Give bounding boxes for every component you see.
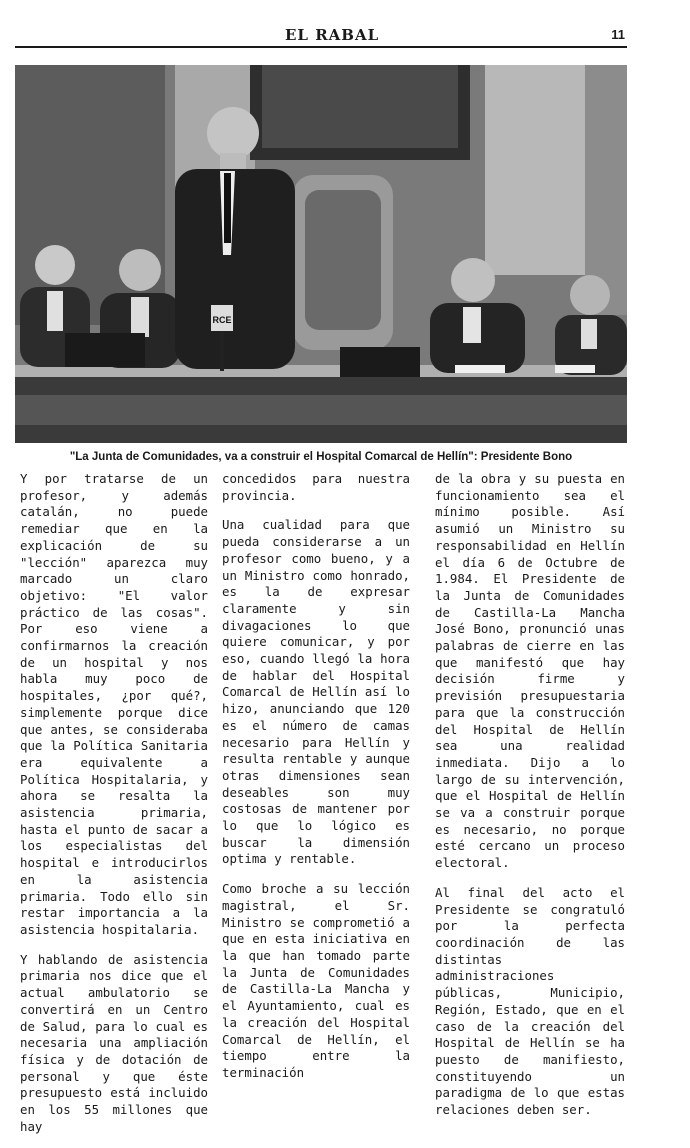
article-paragraph: de la obra y su puesta en funcionamiento sea el mínimo posible. Así asumió un Ministro su responsabilidad en Hellín el día 6 de Octubre de 1.984. El Presidente de la Junta de Comunidades de Castilla-La Mancha José Bono, pronunció unas palabras de cierre en las que manifestó que hay decisión firme y previsión presupuestaria para que la construcción del Hospital de Hellín sea una realidad inmediata. Dijo a lo largo de su intervención, que el Hospital de Hellín se va a construir porque es necesario, no porque esté cercano un proceso electoral. bbox=[435, 471, 625, 871]
photo-caption: "La Junta de Comunidades, va a construir el Hospital Comarcal de Hellín": Presidente Bono bbox=[69, 451, 573, 463]
page-number: 11 bbox=[611, 27, 625, 42]
article-column-2 bbox=[222, 471, 410, 1095]
article-paragraph: Una cualidad para que pueda considerarse a un profesor como bueno, y a un Ministro como honrado, es la de expresar claramente y sin divagaciones lo que quiere comunicar, y por eso, cuando llegó la hora de hablar del Hospital Comarcal de Hellín así lo hizo, anunciando que 120 es el número de camas necesario para Hellín y resulta rentable y aunque otras dimensiones sean deseables son muy costosas de mantener por lo que lo lógico es buscar la dimensión optima y rentable. bbox=[222, 517, 410, 867]
page-header bbox=[15, 24, 627, 48]
article-paragraph: Como broche a su lección magistral, el Sr. Ministro se comprometió a que en esta iniciativa en la que han tomado parte la Junta de Comunidades de Castilla-La Mancha y el Ayuntamiento, cual es la creación del Hospital Comarcal de Hellín, el tiempo entre la terminación bbox=[222, 881, 410, 1080]
article-paragraph: concedidos para nuestra provincia. bbox=[222, 471, 410, 503]
press-photo bbox=[15, 65, 627, 443]
article-column-1 bbox=[20, 471, 208, 1148]
newspaper-title: EL RABAL bbox=[285, 26, 380, 44]
article-column-3 bbox=[435, 471, 625, 1132]
photo-illustration bbox=[15, 65, 627, 443]
article-paragraph: Y por tratarse de un profesor, y además catalán, no puede remediar que en la explicación de su "lección" aparezca muy marcado un claro objetivo: "El valor práctico de las cosas". Por eso viene a confirmarnos la creación de un hospital y nos habla muy poco de hospitales, ¿por qué?, simplemente porque dice que antes, se consideraba que la Política Sanitaria era equivalente a Política Hospitalaria, y ahora se resalta la asistencia primaria, hasta el punto de sacar a los especialistas del hospital e introducirlos en la asistencia primaria. Todo ello sin restar importancia a la asistencia hospitalaria. bbox=[20, 471, 208, 937]
microphone-label: RCE bbox=[212, 315, 232, 325]
article-paragraph: Al final del acto el Presidente se congratuló por la perfecta coordinación de las distintas administraciones públicas, Municipio, Región, Estado, que en el caso de la creación del Hospital de Hellín se ha puesto de manifiesto, constituyendo un paradigma de lo que estas relaciones deben ser. bbox=[435, 884, 625, 1118]
article-paragraph: Y hablando de asistencia primaria nos dice que el actual ambulatorio se convertirá en un Centro de Salud, para lo cual es necesaria una ampliación física y de dotación de personal y que éste presupuesto está incluido en los 55 millones que hay bbox=[20, 951, 208, 1134]
